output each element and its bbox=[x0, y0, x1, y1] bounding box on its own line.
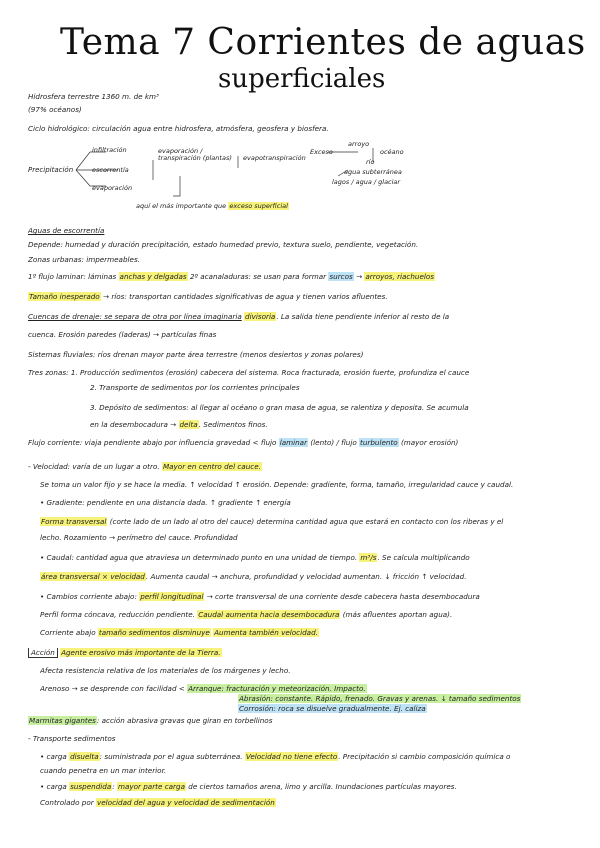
text: . Sedimentos finos. bbox=[198, 420, 268, 429]
line-accion bbox=[28, 648, 580, 658]
line-controlado bbox=[40, 798, 580, 808]
line-corriente-abajo bbox=[40, 628, 580, 638]
highlight: laminar bbox=[279, 438, 308, 447]
line-carga-disuelta bbox=[40, 752, 580, 762]
text: . Se calcula multiplicando bbox=[377, 553, 470, 562]
highlight: perfil longitudinal bbox=[140, 592, 204, 601]
diagram-note bbox=[136, 202, 289, 210]
text: (lento) / flujo bbox=[310, 438, 357, 447]
text: • carga bbox=[40, 752, 67, 761]
line-caudal bbox=[40, 553, 580, 563]
diagram-rio: río bbox=[366, 158, 375, 166]
line-depende: Depende: humedad y duración precipitación, estado humedad previo, textura suelo, pendiente, vegetación. bbox=[28, 240, 419, 249]
diagram-exceso: Exceso bbox=[310, 148, 333, 156]
highlight: Caudal aumenta hacia desembocadura bbox=[198, 610, 340, 619]
text: 2º acanaladuras: se usan para formar bbox=[189, 272, 327, 281]
text: Flujo corriente: viaja pendiente abajo por influencia gravedad < flujo bbox=[28, 438, 277, 447]
highlight: disuelta bbox=[70, 752, 99, 761]
line-zona-2: 2. Transporte de sedimentos por los corrientes principales bbox=[90, 383, 300, 392]
text: . Precipitación si cambio composición química o bbox=[338, 752, 511, 761]
boxed-label: Acción bbox=[28, 648, 58, 658]
highlight: Corrosión: roca se disuelve gradualmente. Ej. caliza bbox=[239, 704, 426, 713]
diagram-evap-trans: evaporación / transpiración (plantas) bbox=[158, 147, 232, 162]
page-title: Tema 7 Corrientes de aguas bbox=[60, 22, 586, 63]
highlight: área transversal × velocidad bbox=[41, 572, 145, 581]
line-flujo-corriente bbox=[28, 438, 580, 448]
line-area-transversal bbox=[40, 572, 580, 582]
line-sistemas-fluviales: Sistemas fluviales: ríos drenan mayor parte área terrestre (menos desiertos y zonas polares) bbox=[28, 350, 364, 359]
highlight: delta bbox=[179, 420, 198, 429]
section-title-text: Aguas de escorrentía bbox=[28, 226, 105, 235]
line-forma bbox=[40, 517, 580, 527]
text: → bbox=[356, 272, 363, 281]
line-gradiente: • Gradiente: pendiente en una distancia dada. ↑ gradiente ↑ energía bbox=[40, 498, 291, 507]
diagram-evapotrans: evapotranspiración bbox=[243, 154, 306, 162]
line-abrasion bbox=[238, 694, 580, 704]
line-cambios bbox=[40, 592, 580, 602]
highlight: Velocidad no tiene efecto bbox=[245, 752, 338, 761]
diagram-oceano: océano bbox=[380, 148, 404, 156]
text: . La salida tiene pendiente inferior al resto de la bbox=[276, 312, 450, 321]
line-carga-suspendida bbox=[40, 782, 580, 792]
hydro-cycle-line: Ciclo hidrológico: circulación agua entre hidrosfera, atmósfera, geosfera y biosfera. bbox=[28, 124, 329, 133]
line-mar-interior: cuando penetra en un mar interior. bbox=[40, 766, 167, 775]
text: de ciertos tamaños arena, limo y arcilla. Inundaciones partículas mayores. bbox=[188, 782, 457, 791]
text: • carga bbox=[40, 782, 67, 791]
line-zona-3: 3. Depósito de sedimentos: al llegar al océano o gran masa de agua, se ralentiza y deposita. Se acumula bbox=[90, 403, 469, 412]
line-arenoso bbox=[40, 684, 580, 694]
highlight: Tamaño inesperado bbox=[29, 292, 100, 301]
hydro-line-1: Hidrosfera terrestre 1360 m. de km³ bbox=[28, 92, 159, 101]
text: (mayor erosión) bbox=[400, 438, 459, 447]
highlight: divisoria bbox=[245, 312, 276, 321]
highlight: arroyos, riachuelos bbox=[365, 272, 435, 281]
diagram-note-highlight: exceso superficial bbox=[229, 202, 288, 210]
line-corrosion bbox=[238, 704, 580, 714]
text: - Velocidad: varía de un lugar a otro. bbox=[28, 462, 160, 471]
highlight: surcos bbox=[329, 272, 353, 281]
highlight: Marmitas gigantes bbox=[29, 716, 96, 725]
text: : suministrada por el agua subterránea. bbox=[99, 752, 243, 761]
line-perfil bbox=[40, 610, 580, 620]
highlight: Mayor en centro del cauce. bbox=[162, 462, 261, 471]
diagram-lagos: lagos / agua / glaciar bbox=[332, 178, 401, 186]
text: 1º flujo laminar: láminas bbox=[28, 272, 117, 281]
line-media: Se toma un valor fijo y se hace la media. ↑ velocidad ↑ erosión. Depende: gradiente, forma, tamaño, irregularidad cauce y caudal. bbox=[40, 480, 514, 489]
highlight: turbulento bbox=[360, 438, 398, 447]
line-marmitas bbox=[28, 716, 580, 726]
hydro-line-2: (97% océanos) bbox=[28, 105, 82, 114]
text: . Aumenta caudal → anchura, profundidad y velocidad aumentan. ↓ fricción ↑ velocidad. bbox=[145, 572, 467, 581]
diagram-agua-sub: agua subterránea bbox=[344, 168, 402, 176]
diagram-infil: infiltración bbox=[92, 146, 127, 154]
page-subtitle: superficiales bbox=[218, 64, 386, 94]
highlight: m³/s bbox=[360, 553, 377, 562]
hydro-cycle-diagram bbox=[28, 140, 580, 220]
highlight: Aumenta también velocidad. bbox=[214, 628, 318, 637]
highlight: Forma transversal bbox=[41, 517, 107, 526]
highlight: velocidad del agua y velocidad de sedimentación bbox=[97, 798, 275, 807]
line-velocidad bbox=[28, 462, 580, 472]
highlight: tamaño sedimentos disminuye bbox=[98, 628, 210, 637]
text: → corte transversal de una corriente desde cabecera hasta desembocadura bbox=[206, 592, 480, 601]
highlight: Arranque: fracturación y meteorización. Impacto. bbox=[188, 684, 366, 693]
text: (más afluentes aportan agua). bbox=[342, 610, 453, 619]
diagram-arroyo: arroyo bbox=[348, 140, 370, 148]
line-tres-zonas: Tres zonas: 1. Producción sedimentos (erosión) cabecera del sistema. Roca fracturada, erosión fuerte, profundiza el cauce bbox=[28, 368, 470, 377]
line-tamano bbox=[28, 292, 580, 302]
highlight: anchas y delgadas bbox=[119, 272, 187, 281]
diagram-note-text: aquí el más importante que bbox=[136, 202, 227, 210]
text: • Caudal: cantidad agua que atraviesa un determinado punto en una unidad de tiempo. bbox=[40, 553, 358, 562]
text: : acción abrasiva gravas que giran en torbellinos bbox=[96, 716, 273, 725]
diagram-escorrentia: escorrentía bbox=[92, 166, 129, 174]
line-lecho: lecho. Rozamiento → perímetro del cauce. Profundidad bbox=[40, 533, 238, 542]
text: → ríos: transportan cantidades significativas de agua y tienen varios afluentes. bbox=[103, 292, 388, 301]
line-zonas-urbanas: Zonas urbanas: impermeables. bbox=[28, 255, 140, 264]
text: : bbox=[112, 782, 115, 791]
highlight: mayor parte carga bbox=[117, 782, 185, 791]
line-cuenca-erosion: cuenca. Erosión paredes (laderas) → partículas finas bbox=[28, 330, 217, 339]
line-resistencia: Afecta resistencia relativa de los materiales de los márgenes y lecho. bbox=[40, 666, 291, 675]
line-flujo-laminar bbox=[28, 272, 580, 282]
highlight: Agente erosivo más importante de la Tierra. bbox=[61, 648, 221, 657]
diagram-precip: Precipitación bbox=[28, 166, 74, 174]
text: Controlado por bbox=[40, 798, 94, 807]
text: Cuencas de drenaje: se separa de otra por línea imaginaria bbox=[28, 312, 242, 321]
line-delta bbox=[90, 420, 580, 430]
line-transporte: - Transporte sedimentos bbox=[28, 734, 116, 743]
text: • Cambios corriente abajo: bbox=[40, 592, 137, 601]
text: Perfil forma cóncava, reducción pendiente. bbox=[40, 610, 195, 619]
text: en la desembocadura → bbox=[90, 420, 177, 429]
diagram-evaporacion: evaporación bbox=[92, 184, 133, 192]
text: Arenoso → se desprende con facilidad < bbox=[40, 684, 185, 693]
text: Corriente abajo bbox=[40, 628, 96, 637]
section-escorrentia-title bbox=[28, 226, 580, 236]
highlight: Abrasión: constante. Rápido, frenado. Gravas y arenas. ↓ tamaño sedimentos bbox=[239, 694, 521, 703]
line-cuencas bbox=[28, 312, 580, 322]
text: (corte lado de un lado al otro del cauce) determina cantidad agua que estará en contacto con los riberas y el bbox=[109, 517, 504, 526]
highlight: suspendida bbox=[70, 782, 112, 791]
